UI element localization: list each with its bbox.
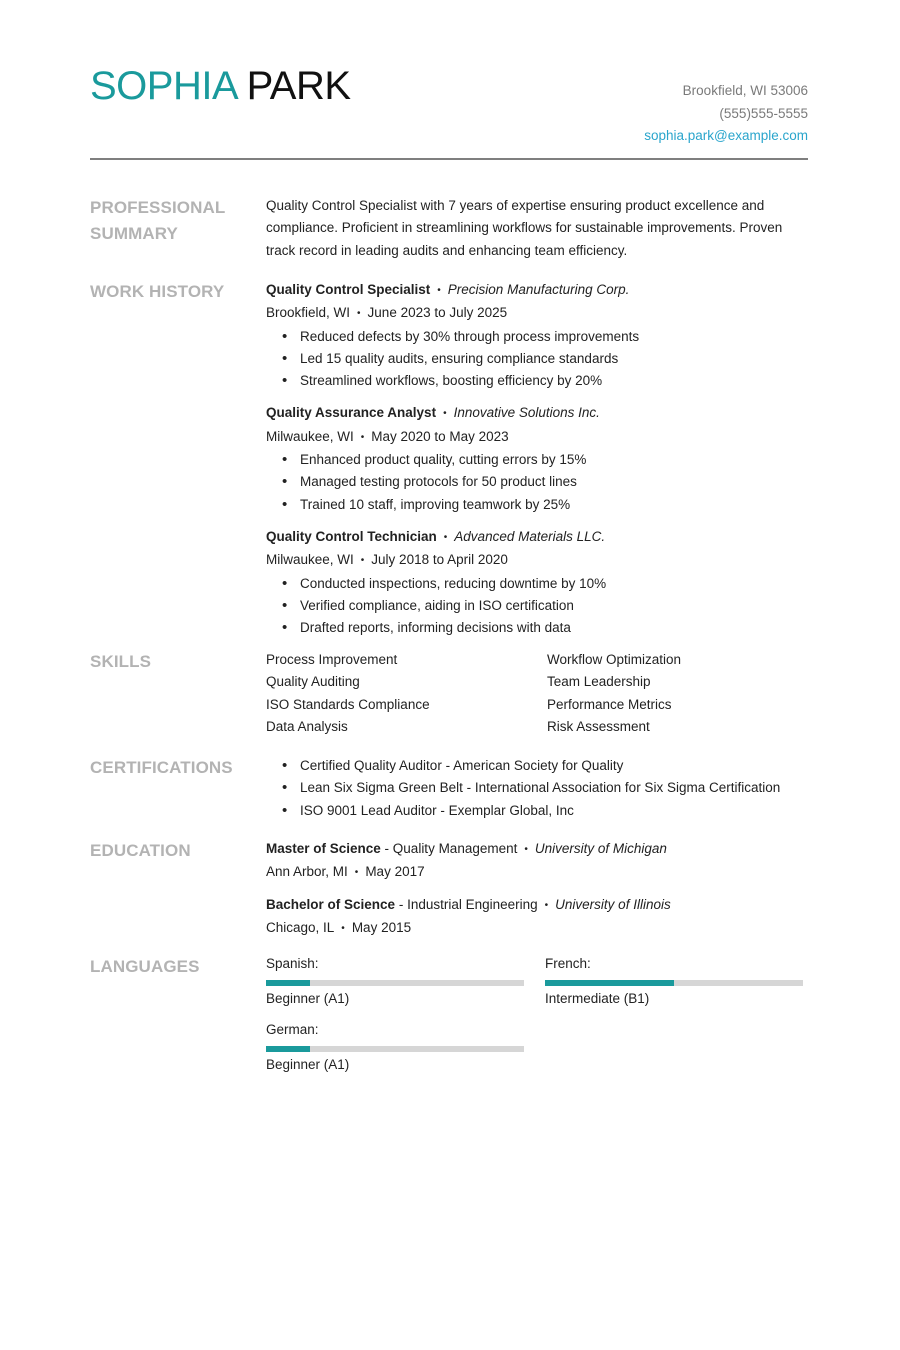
languages-list (266, 954, 811, 1076)
education-entry (266, 838, 811, 885)
work-history-title: WORK HISTORY (90, 282, 225, 301)
education-entry (266, 894, 811, 941)
job-location: Milwaukee, WI (266, 428, 354, 444)
separator-dot: • (360, 431, 365, 443)
proficiency-fill (266, 1046, 310, 1052)
resume-header (90, 62, 808, 160)
job-company: Precision Manufacturing Corp. (447, 282, 630, 297)
field-of-study: Industrial Engineering (407, 896, 538, 912)
graduation-date: May 2017 (365, 864, 425, 880)
skill-item: Workflow Optimization (547, 652, 682, 667)
language-name: French: (545, 956, 591, 971)
proficiency-bar (266, 980, 524, 986)
job-meta (266, 549, 811, 572)
proficiency-bar (266, 1046, 524, 1052)
job-bullet: • Enhanced product quality, cutting errors by 15% (282, 449, 811, 471)
proficiency-bar (545, 980, 803, 986)
job-role: Quality Control Technician (266, 528, 437, 544)
job-dates: May 2020 to May 2023 (371, 428, 509, 444)
address: Brookfield, WI 53006 (682, 83, 808, 98)
skill-item: Performance Metrics (547, 696, 672, 712)
job-bullet: • Led 15 quality audits, ensuring compliance standards (282, 348, 811, 370)
school-name: University of Michigan (534, 841, 667, 856)
degree-field-separator: - (395, 896, 408, 912)
job-bullets (266, 449, 811, 516)
separator-dot: • (360, 555, 365, 567)
candidate-name (90, 62, 351, 110)
skill-item: Data Analysis (266, 718, 348, 734)
job-meta (266, 426, 811, 449)
proficiency-fill (266, 980, 310, 986)
separator-dot: • (354, 867, 359, 879)
language-item (266, 954, 545, 1010)
job-meta (266, 302, 811, 325)
language-name: Spanish: (266, 956, 319, 971)
degree-field-separator: - (380, 841, 393, 856)
job-entry (266, 526, 811, 639)
separator-dot: • (443, 408, 447, 420)
education-meta (266, 917, 811, 940)
job-dates: July 2018 to April 2020 (371, 552, 508, 568)
job-location: Brookfield, WI (266, 305, 351, 321)
certification-item: • Certified Quality Auditor - American Society for Quality (282, 755, 811, 777)
certification-item: • ISO 9001 Lead Auditor - Exemplar Global, Inc (282, 800, 811, 822)
job-role: Quality Control Specialist (266, 282, 431, 297)
field-of-study: Quality Management (392, 841, 518, 856)
job-entry (266, 279, 811, 392)
header-divider (90, 158, 808, 160)
skill-item: ISO Standards Compliance (266, 696, 430, 712)
certifications-list (266, 755, 811, 822)
language-item (545, 954, 811, 1010)
education-heading (266, 894, 811, 917)
first-name: SOPHIA (90, 64, 236, 108)
job-bullets (266, 326, 811, 393)
skill-item: Team Leadership (547, 674, 651, 690)
degree: Bachelor of Science (266, 896, 396, 912)
proficiency-fill (545, 980, 674, 986)
language-level: Intermediate (B1) (545, 991, 650, 1006)
separator-dot: • (357, 308, 361, 320)
job-bullet: • Conducted inspections, reducing downtime by 10% (282, 573, 811, 595)
skill-item: Quality Auditing (266, 674, 360, 690)
job-role: Quality Assurance Analyst (266, 405, 437, 421)
certifications-title: CERTIFICATIONS (90, 758, 233, 777)
education-title: EDUCATION (90, 841, 191, 860)
summary-title: PROFESSIONAL SUMMARY (90, 198, 226, 243)
job-bullet: • Reduced defects by 30% through process improvements (282, 326, 811, 348)
education-list (266, 838, 811, 949)
education-heading (266, 838, 811, 861)
phone: (555)555-5555 (719, 105, 808, 121)
language-level: Beginner (A1) (266, 991, 350, 1006)
separator-dot: • (443, 531, 448, 543)
skills-title: SKILLS (90, 652, 152, 671)
skill-item: Process Improvement (266, 652, 398, 667)
job-dates: June 2023 to July 2025 (367, 305, 508, 321)
job-company: Innovative Solutions Inc. (453, 405, 600, 421)
skill-item: Risk Assessment (547, 718, 650, 734)
languages-title: LANGUAGES (90, 957, 200, 976)
graduation-date: May 2015 (351, 919, 412, 935)
job-bullet: • Drafted reports, informing decisions with data (282, 617, 811, 639)
school-location: Ann Arbor, MI (266, 864, 348, 880)
education-meta (266, 861, 811, 884)
work-history-list (266, 279, 811, 649)
job-bullet: • Trained 10 staff, improving teamwork by 25% (282, 494, 811, 516)
separator-dot: • (437, 285, 441, 296)
summary-text: Quality Control Specialist with 7 years of expertise ensuring product excellence and compliance. Proficient in streamlining workflows for sustainable improvements. Proven track record in leading audits and enhancing team efficiency. (266, 198, 783, 258)
separator-dot: • (341, 922, 345, 934)
school-name: University of Illinois (555, 896, 671, 912)
job-heading (266, 279, 811, 302)
last-name: PARK (246, 64, 351, 108)
job-company: Advanced Materials LLC. (454, 528, 606, 544)
job-bullet: • Streamlined workflows, boosting efficiency by 20% (282, 370, 811, 392)
language-item (266, 1020, 545, 1076)
contact-info (644, 80, 808, 148)
separator-dot: • (524, 844, 528, 855)
job-heading (266, 402, 811, 425)
skills-list (266, 649, 811, 738)
school-location: Chicago, IL (266, 919, 335, 935)
job-bullets (266, 573, 811, 640)
certification-item: • Lean Six Sigma Green Belt - International Association for Six Sigma Certification (282, 777, 811, 799)
job-entry (266, 402, 811, 515)
job-location: Milwaukee, WI (266, 552, 354, 568)
language-level: Beginner (A1) (266, 1057, 350, 1072)
email-link[interactable]: sophia.park@example.com (644, 128, 808, 143)
job-heading (266, 526, 811, 549)
job-bullet: • Managed testing protocols for 50 product lines (282, 471, 811, 493)
job-bullet: • Verified compliance, aiding in ISO certification (282, 595, 811, 617)
separator-dot: • (544, 899, 549, 911)
language-name: German: (266, 1022, 319, 1037)
degree: Master of Science (266, 841, 381, 856)
